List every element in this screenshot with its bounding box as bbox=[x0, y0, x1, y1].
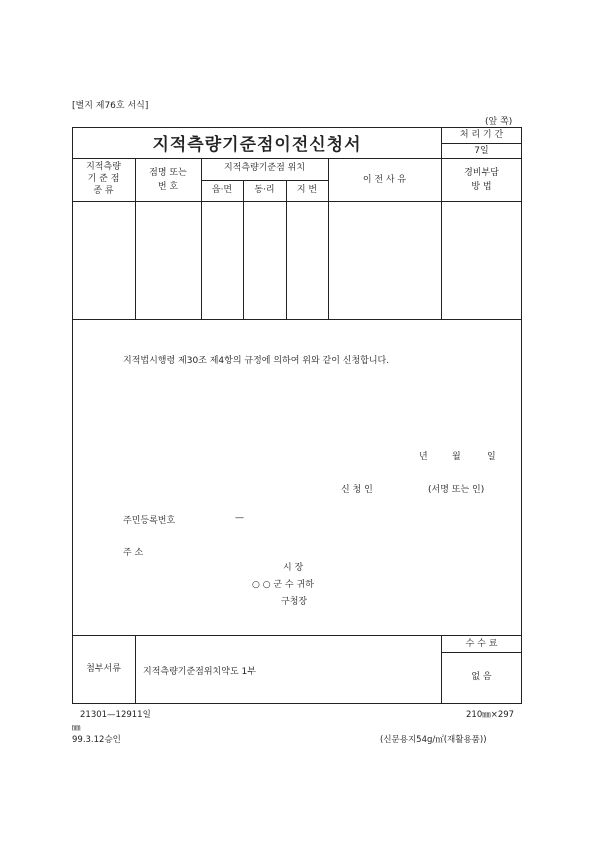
fee-value: 없 음 bbox=[471, 672, 492, 682]
column-type-line1: 지적측량 bbox=[86, 162, 121, 172]
column-cost-line1: 경비부담 bbox=[464, 168, 499, 178]
date-month: 월 bbox=[452, 452, 461, 462]
attachments-label: 첨부서류 bbox=[86, 664, 121, 674]
divider bbox=[72, 319, 522, 320]
column-location-lot: 지 번 bbox=[296, 185, 318, 195]
date-day: 일 bbox=[487, 452, 496, 462]
column-location-town: 읍·면 bbox=[211, 185, 233, 195]
processing-period-value: 7일 bbox=[474, 146, 489, 156]
paper-size: 210㎜×297 bbox=[466, 710, 515, 720]
column-location-village: 동·리 bbox=[254, 185, 275, 195]
divider bbox=[441, 652, 522, 653]
recipient-county: ○ ○ 군 수 귀하 bbox=[252, 580, 314, 590]
fee-label: 수 수 료 bbox=[465, 639, 498, 649]
rrn-label: 주민등록번호 bbox=[123, 516, 176, 526]
attachments-value: 지적측량기준점위치약도 1부 bbox=[143, 667, 256, 677]
column-location-header: 지적측량기준점 위치 bbox=[223, 163, 306, 173]
divider bbox=[441, 143, 522, 144]
column-name-line2: 번 호 bbox=[157, 182, 179, 192]
column-reason: 이 전 사 유 bbox=[362, 175, 407, 185]
column-name-line1: 점명 또는 bbox=[149, 168, 187, 178]
processing-period-label: 처 리 기 간 bbox=[459, 130, 504, 140]
column-type-line3: 종 류 bbox=[93, 186, 114, 196]
column-cost-line2: 방 법 bbox=[471, 182, 492, 192]
signature-note: (서명 또는 인) bbox=[428, 485, 485, 495]
divider bbox=[201, 158, 202, 319]
application-statement: 지적법시행령 제30조 제4항의 규정에 의하여 위와 같이 신청합니다. bbox=[123, 356, 390, 366]
applicant-label: 신 청 인 bbox=[341, 485, 373, 495]
page-title: 지적측량기준점이전신청서 bbox=[152, 135, 362, 155]
column-type-line2: 기 준 점 bbox=[87, 174, 120, 184]
form-code: 21301—12911일 bbox=[80, 710, 151, 720]
divider bbox=[72, 158, 522, 159]
form-reference: [별지 제76호 서식] bbox=[72, 101, 149, 111]
page-side-label: (앞 쪽) bbox=[485, 117, 513, 127]
recipient-district: 구청장 bbox=[281, 597, 308, 607]
recipient-mayor: 시 장 bbox=[283, 563, 304, 573]
address-label: 주 소 bbox=[123, 548, 144, 558]
date-year: 년 bbox=[419, 452, 428, 462]
divider bbox=[72, 201, 522, 202]
divider bbox=[135, 635, 136, 704]
paper-spec: (신문용지54g/㎡(재활용품)) bbox=[380, 735, 487, 745]
divider bbox=[201, 180, 328, 181]
unit-mark: ㎜ bbox=[72, 723, 81, 733]
form-table bbox=[72, 127, 522, 704]
rrn-dash: — bbox=[235, 513, 244, 523]
approval-date: 99.3.12승인 bbox=[72, 735, 121, 745]
divider bbox=[72, 635, 522, 636]
